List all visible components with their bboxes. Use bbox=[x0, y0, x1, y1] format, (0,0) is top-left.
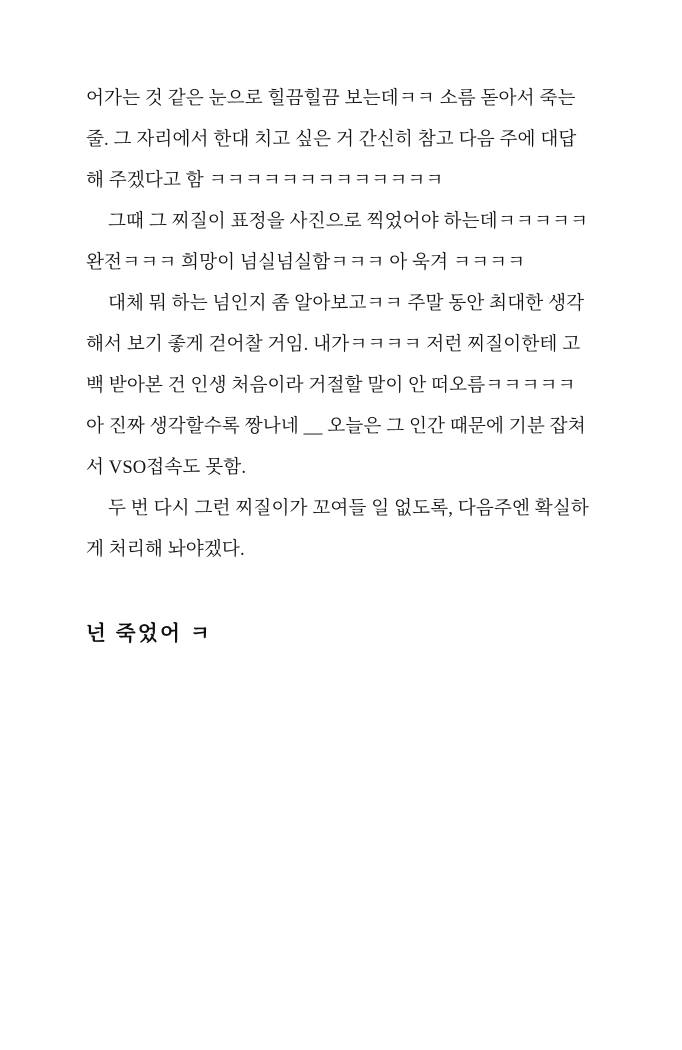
closing-line: 넌 죽었어 ㅋ bbox=[86, 623, 213, 645]
paragraph-2: 그때 그 찌질이 표정을 사진으로 찍었어야 하는데ㅋㅋㅋㅋㅋ완전ㅋㅋㅋ 희망이 넘실넘실함ㅋㅋㅋ 아 욱겨 ㅋㅋㅋㅋ bbox=[86, 211, 589, 273]
paragraph-1: 어가는 것 같은 눈으로 힐끔힐끔 보는데ㅋㅋ 소름 돋아서 죽는 줄. 그 자리에서 한대 치고 싶은 거 간신히 참고 다음 주에 대답해 주겠다고 함 ㅋㅋㅋㅋㅋㅋㅋㅋㅋㅋㅋㅋㅋ bbox=[86, 88, 577, 191]
document-body bbox=[86, 78, 594, 655]
paragraph-3: 대체 뭐 하는 넘인지 좀 알아보고ㅋㅋ 주말 동안 최대한 생각해서 보기 좋게 걷어찰 거임. 내가ㅋㅋㅋㅋ 저런 찌질이한테 고백 받아본 건 인생 처음이라 거절할 말이 안 떠오름ㅋㅋㅋㅋㅋ 아 진짜 생각할수록 짱나네 __ 오늘은 그 인간 때문에 기분 잡쳐서 VSO접속도 못함. bbox=[86, 293, 586, 478]
paragraph-4: 두 번 다시 그런 찌질이가 꼬여들 일 없도록, 다음주엔 확실하게 처리해 놔야겠다. bbox=[86, 498, 589, 560]
